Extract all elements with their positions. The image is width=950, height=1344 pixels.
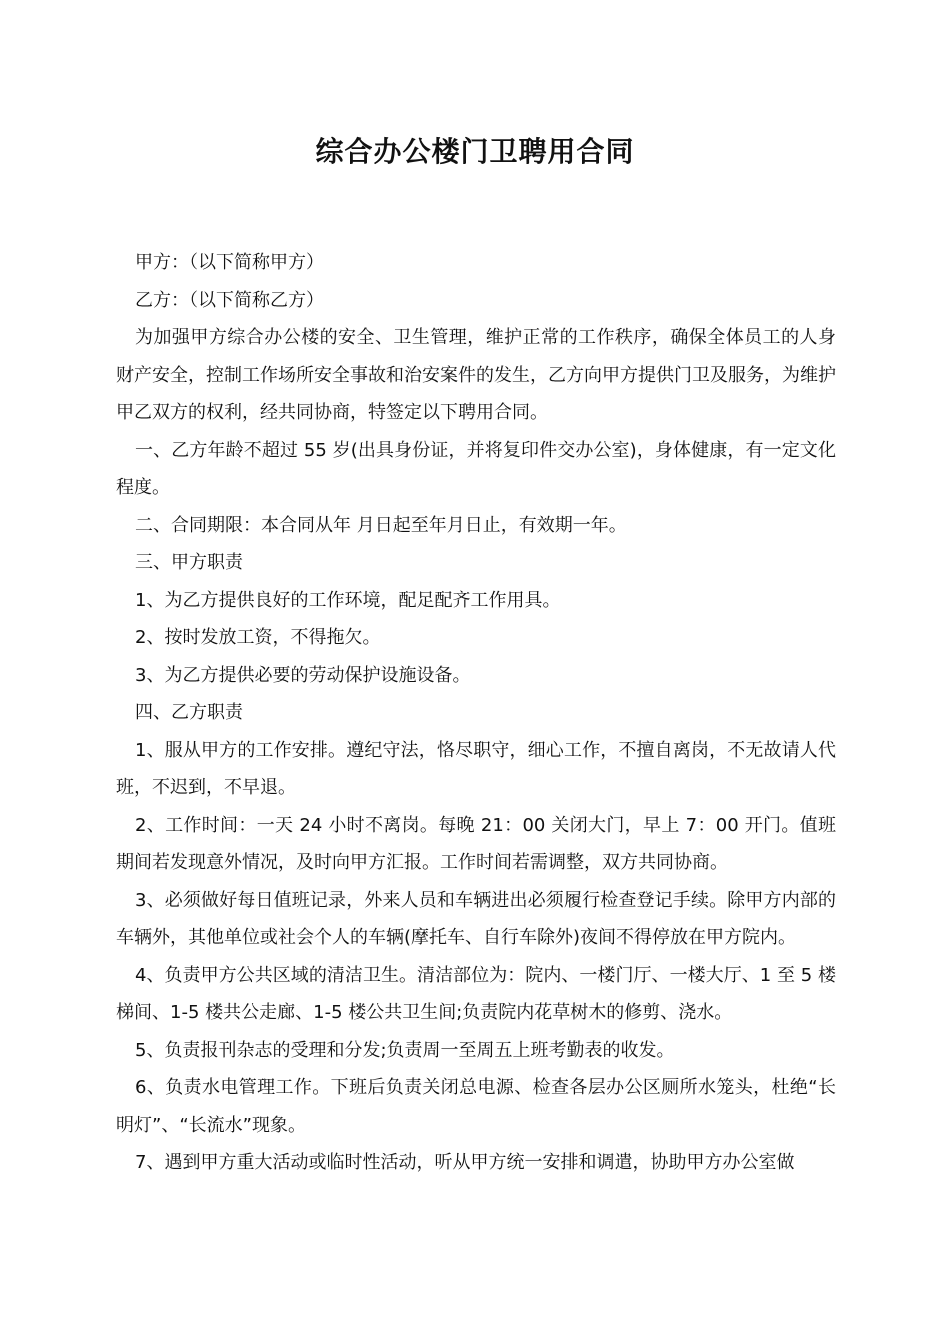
clause-3-item-2: 2、按时发放工资，不得拖欠。	[135, 627, 381, 648]
clause-3-item-1: 1、为乙方提供良好的工作环境，配足配齐工作用具。	[135, 589, 561, 611]
clause-4-item-2: 2、工作时间：一天 24 小时不离岗。每晚 21：00 关闭大门，早上 7：00 开门。值班期间若发现意外情况，及时向甲方汇报。工作时间若需调整，双方共同协商。	[116, 814, 836, 873]
clause-1-paragraph: 一、乙方年龄不超过 55 岁(出具身份证，并将复印件交办公室)，身体健康，有一定文化程度。	[116, 439, 836, 498]
clause-4-heading: 四、乙方职责	[135, 702, 243, 723]
clause-4-item-3: 3、必须做好每日值班记录，外来人员和车辆进出必须履行检查登记手续。除甲方内部的车辆外，其他单位或社会个人的车辆(摩托车、自行车除外)夜间不得停放在甲方院内。	[116, 889, 836, 948]
document-body	[116, 244, 836, 1182]
clause-4-item-7: 7、遇到甲方重大活动或临时性活动，听从甲方统一安排和调遣，协助甲方办公室做	[135, 1152, 795, 1173]
preamble-paragraph: 为加强甲方综合办公楼的安全、卫生管理，维护正常的工作秩序，确保全体员工的人身财产安全，控制工作场所安全事故和治安案件的发生，乙方向甲方提供门卫及服务，为维护甲乙双方的权利，经共同协商，特签定以下聘用合同。	[116, 327, 836, 423]
clause-4-item-4: 4、负责甲方公共区域的清洁卫生。清洁部位为：院内、一楼门厅、一楼大厅、1 至 5 楼梯间、1-5 楼共公走廊、1-5 楼公共卫生间;负责院内花草树木的修剪、浇水。	[116, 964, 836, 1023]
clause-3-heading: 三、甲方职责	[135, 552, 243, 573]
document-title: 综合办公楼门卫聘用合同	[315, 135, 635, 168]
party-a-line: 甲方：（以下简称甲方）	[135, 252, 324, 273]
clause-4-item-6: 6、负责水电管理工作。下班后负责关闭总电源、检查各层办公区厕所水笼头，杜绝“长明灯”、“长流水”现象。	[116, 1077, 836, 1136]
party-b-line: 乙方：（以下简称乙方）	[135, 289, 324, 311]
clause-3-item-3: 3、为乙方提供必要的劳动保护设施设备。	[135, 664, 471, 686]
clause-4-item-5: 5、负责报刊杂志的受理和分发;负责周一至周五上班考勤表的收发。	[135, 1039, 675, 1061]
clause-2-paragraph: 二、合同期限：本合同从年 月日起至年月日止，有效期一年。	[135, 514, 627, 536]
clause-4-item-1: 1、服从甲方的工作安排。遵纪守法，恪尽职守，细心工作，不擅自离岗，不无故请人代班，不迟到，不早退。	[116, 739, 836, 798]
